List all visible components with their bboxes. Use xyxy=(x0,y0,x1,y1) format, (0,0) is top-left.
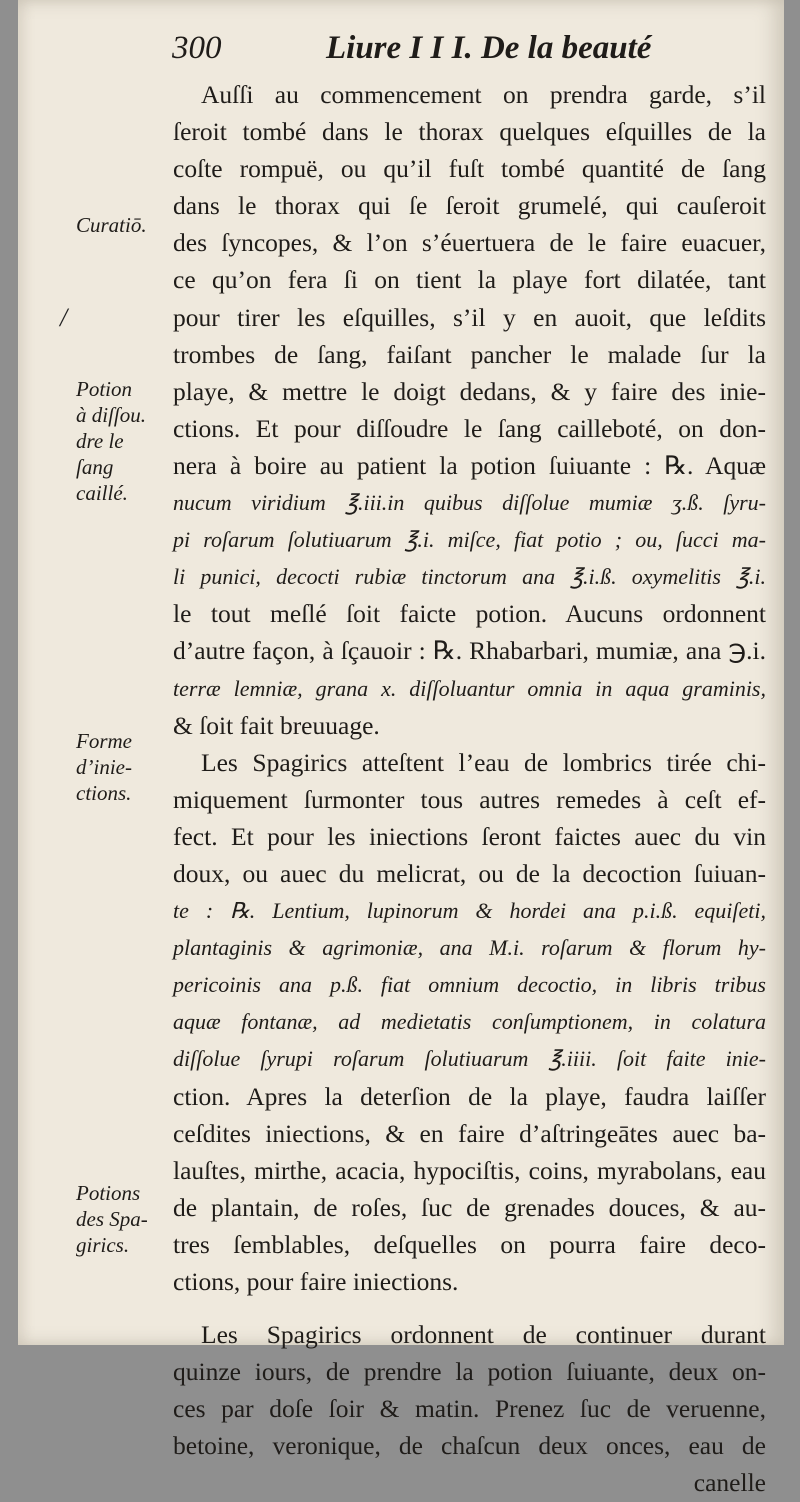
text-line: ce qu’on fera ſi on tient la playe fort dilatée, tant xyxy=(173,265,766,295)
text-line: le tout meſlé ſoit faicte potion. Aucuns ordonnent xyxy=(173,599,766,629)
text-line: miquement ſurmonter tous autres remedes à ceſt ef- xyxy=(173,784,766,814)
text-line: betoine, veronique, de chaſcun deux onces, eau de xyxy=(173,1431,766,1461)
book-page xyxy=(18,0,784,1498)
text-line: quinze iours, de prendre la potion ſuiuante, deux on- xyxy=(173,1357,766,1387)
text-line: li punici, decocti rubiæ tinctorum ana ℥.i.ß. oxymelitis ℥.i. xyxy=(173,564,766,590)
text-line: diſſolue ſyrupi roſarum ſolutiuarum ℥.iiii. ſoit faite inie- xyxy=(173,1046,766,1072)
text-line: Les Spagirics ordonnent de continuer durant xyxy=(201,1320,766,1350)
margin-note-curatio: Curatiō. xyxy=(76,213,147,237)
text-line: d’autre façon, à ſçauoir : ℞. Rhabarbari, mumiæ, ana ℈.i. xyxy=(173,636,766,666)
text-line: lauſtes, mirthe, acacia, hypociſtis, coins, myrabolans, eau xyxy=(173,1155,766,1185)
text-line: ctions. Et pour diſſoudre le ſang cailleboté, on don- xyxy=(173,413,766,443)
page-number: 300 xyxy=(172,30,222,66)
text-line: des ſyncopes, & l’on s’éuertuera de le faire euacuer, xyxy=(173,228,766,258)
margin-note-potions-spagirics: Potions des Spa- girics. xyxy=(76,1181,148,1257)
body-text xyxy=(173,76,766,1502)
text-line: nera à boire au patient la potion ſuiuante : ℞. Aquæ xyxy=(173,450,766,480)
text-line: pericoinis ana p.ß. fiat omnium decoctio, in libris tribus xyxy=(173,972,766,998)
text-line: tres ſemblables, deſquelles on pourra faire deco- xyxy=(173,1229,766,1259)
text-line: & ſoit fait breuuage. xyxy=(173,710,380,740)
text-line: fect. Et pour les iniections ſeront faictes auec du vin xyxy=(173,821,766,851)
stray-ink-mark: / xyxy=(60,303,68,332)
text-line: trombes de ſang, faiſant pancher le malade ſur la xyxy=(173,339,766,369)
text-line: te : ℞. Lentium, lupinorum & hordei ana p.i.ß. equiſeti, xyxy=(173,898,766,924)
margin-note-potion: Potion à diſſou. dre le ſang caillé. xyxy=(76,377,147,505)
text-line: ces par doſe ſoir & matin. Prenez ſuc de veruenne, xyxy=(173,1394,766,1424)
text-line: dans le thorax qui ſe ſeroit grumelé, qui cauſeroit xyxy=(173,191,766,221)
text-line: ctions, pour faire iniections. xyxy=(173,1267,459,1296)
page-header xyxy=(172,30,768,74)
text-line: nucum viridium ℥.iii.in quibus diſſolue mumiæ ʒ.ß. ſyru- xyxy=(173,490,766,516)
text-line: aquæ fontanæ, ad medietatis conſumptionem, in colatura xyxy=(173,1009,766,1035)
text-line: Auſſi au commencement on prendra garde, s’il xyxy=(201,80,766,109)
text-line: coſte rompuë, ou qu’il fuſt tombé quantité de ſang xyxy=(173,154,766,184)
margin-note-forme: Forme d’inie- ctions. xyxy=(76,729,132,805)
text-line: pi roſarum ſolutiuarum ℥.i. miſce, fiat potio ; ou, ſucci ma- xyxy=(173,527,766,553)
text-line: Les Spagirics atteſtent l’eau de lombrics tirée chi- xyxy=(201,747,766,777)
text-line: ſeroit tombé dans le thorax quelques eſquilles de la xyxy=(173,117,766,147)
text-line: ction. Apres la deterſion de la playe, faudra laiſſer xyxy=(173,1081,766,1111)
text-line: terræ lemniæ, grana x. diſſoluantur omnia in aqua graminis, xyxy=(173,675,766,701)
paragraph-gap xyxy=(173,1300,766,1316)
text-line: ceſdites iniections, & en faire d’aſtringeātes auec ba- xyxy=(173,1118,766,1148)
text-line: de plantain, de roſes, ſuc de grenades douces, & au- xyxy=(173,1192,766,1222)
text-line: doux, ou auec du melicrat, ou de la decoction ſuiuan- xyxy=(173,858,766,888)
running-title: Liure I I I. De la beauté xyxy=(326,30,652,66)
catchword: canelle xyxy=(693,1468,766,1498)
text-line: pour tirer les eſquilles, s’il y en auoit, que leſdits xyxy=(173,302,766,332)
text-line: playe, & mettre le doigt dedans, & y faire des inie- xyxy=(173,376,766,406)
text-line: plantaginis & agrimoniæ, ana M.i. roſarum & florum hy- xyxy=(173,935,766,961)
